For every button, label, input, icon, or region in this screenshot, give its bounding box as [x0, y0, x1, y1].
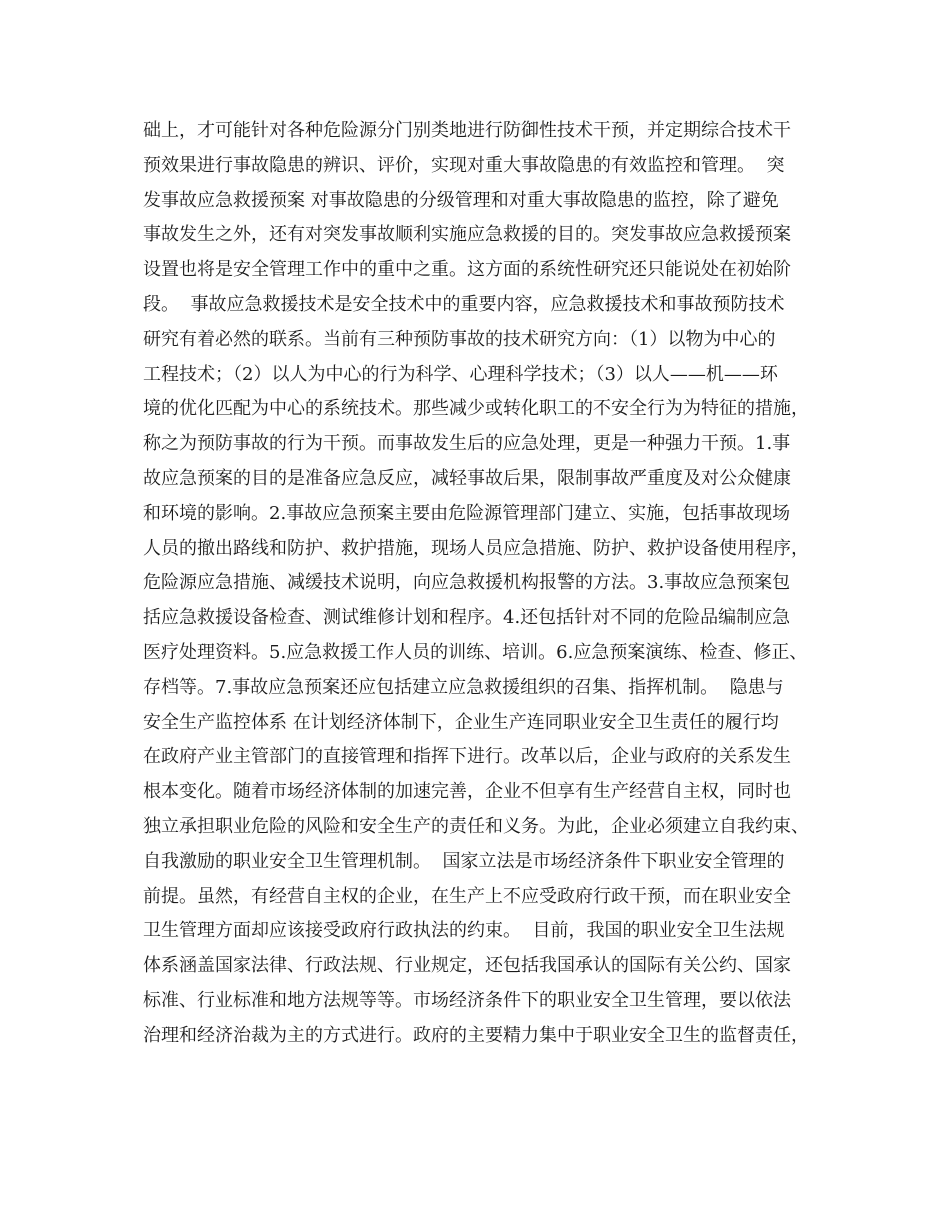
text-line: 前提。虽然，有经营自主权的企业，在生产上不应受政府行政干预，而在职业安全 [143, 885, 791, 907]
text-line: 预效果进行事故隐患的辨识、评价，实现对重大事故隐患的有效监控和管理。 突 [143, 154, 785, 176]
text-line: 安全生产监控体系 在计划经济体制下，企业生产连同职业安全卫生责任的履行均 [143, 711, 779, 733]
text-line: 卫生管理方面却应该接受政府行政执法的约束。 目前，我国的职业安全卫生法规 [143, 920, 785, 942]
text-line: 自我激励的职业安全卫生管理机制。 国家立法是市场经济条件下职业安全管理的 [143, 850, 785, 872]
text-line: 人员的撤出路线和防护、救护措施，现场人员应急措施、防护、救护设备使用程序， [143, 537, 809, 559]
text-line: 医疗处理资料。5.应急救援工作人员的训练、培训。6.应急预案演练、检查、修正、 [143, 641, 808, 663]
text-line: 和环境的影响。2.事故应急预案主要由危险源管理部门建立、实施，包括事故现场 [143, 502, 791, 524]
text-line: 治理和经济治裁为主的方式进行。政府的主要精力集中于职业安全卫生的监督责任， [143, 1024, 809, 1046]
text-line: 体系涵盖国家法律、行政法规、行业规定，还包括我国承认的国际有关公约、国家 [143, 955, 791, 977]
text-line: 研究有着必然的联系。当前有三种预防事故的技术研究方向：（1）以物为中心的 [143, 328, 776, 350]
text-line: 工程技术；（2）以人为中心的行为科学、心理科学技术；（3）以人——机——环 [143, 363, 778, 385]
text-line: 危险源应急措施、减缓技术说明，向应急救援机构报警的方法。3.事故应急预案包 [143, 572, 791, 594]
text-line: 础上，才可能针对各种危险源分门别类地进行防御性技术干预，并定期综合技术干 [143, 120, 791, 141]
text-line: 独立承担职业危险的风险和安全生产的责任和义务。为此，企业必须建立自我约束、 [143, 815, 809, 837]
text-line: 事故发生之外，还有对突发事故顺利实施应急救援的目的。突发事故应急救援预案 [143, 224, 791, 246]
text-line: 故应急预案的目的是准备应急反应，减轻事故后果，限制事故严重度及对公众健康 [143, 467, 791, 489]
text-line: 称之为预防事故的行为干预。而事故发生后的应急处理，更是一种强力干预。1.事 [143, 433, 791, 455]
text-line: 在政府产业主管部门的直接管理和指挥下进行。改革以后，企业与政府的关系发生 [143, 746, 791, 768]
text-line: 存档等。7.事故应急预案还应包括建立应急救援组织的召集、指挥机制。 隐患与 [143, 676, 784, 698]
text-line: 设置也将是安全管理工作中的重中之重。这方面的系统性研究还只能说处在初始阶 [143, 259, 791, 281]
text-line: 标准、行业标准和地方法规等等。市场经济条件下的职业安全卫生管理，要以依法 [143, 989, 791, 1011]
text-line: 发事故应急救援预案 对事故隐患的分级管理和对重大事故隐患的监控，除了避免 [143, 189, 779, 211]
text-line: 根本变化。随着市场经济体制的加速完善，企业不但享有生产经营自主权，同时也 [143, 781, 791, 803]
body-text [143, 114, 823, 1054]
text-line: 括应急救援设备检查、测试维修计划和程序。4.还包括针对不同的危险品编制应急 [143, 607, 791, 629]
text-line: 段。 事故应急救援技术是安全技术中的重要内容，应急救援技术和事故预防技术 [143, 293, 785, 315]
text-line: 境的优化匹配为中心的系统技术。那些减少或转化职工的不安全行为为特征的措施， [143, 398, 809, 420]
